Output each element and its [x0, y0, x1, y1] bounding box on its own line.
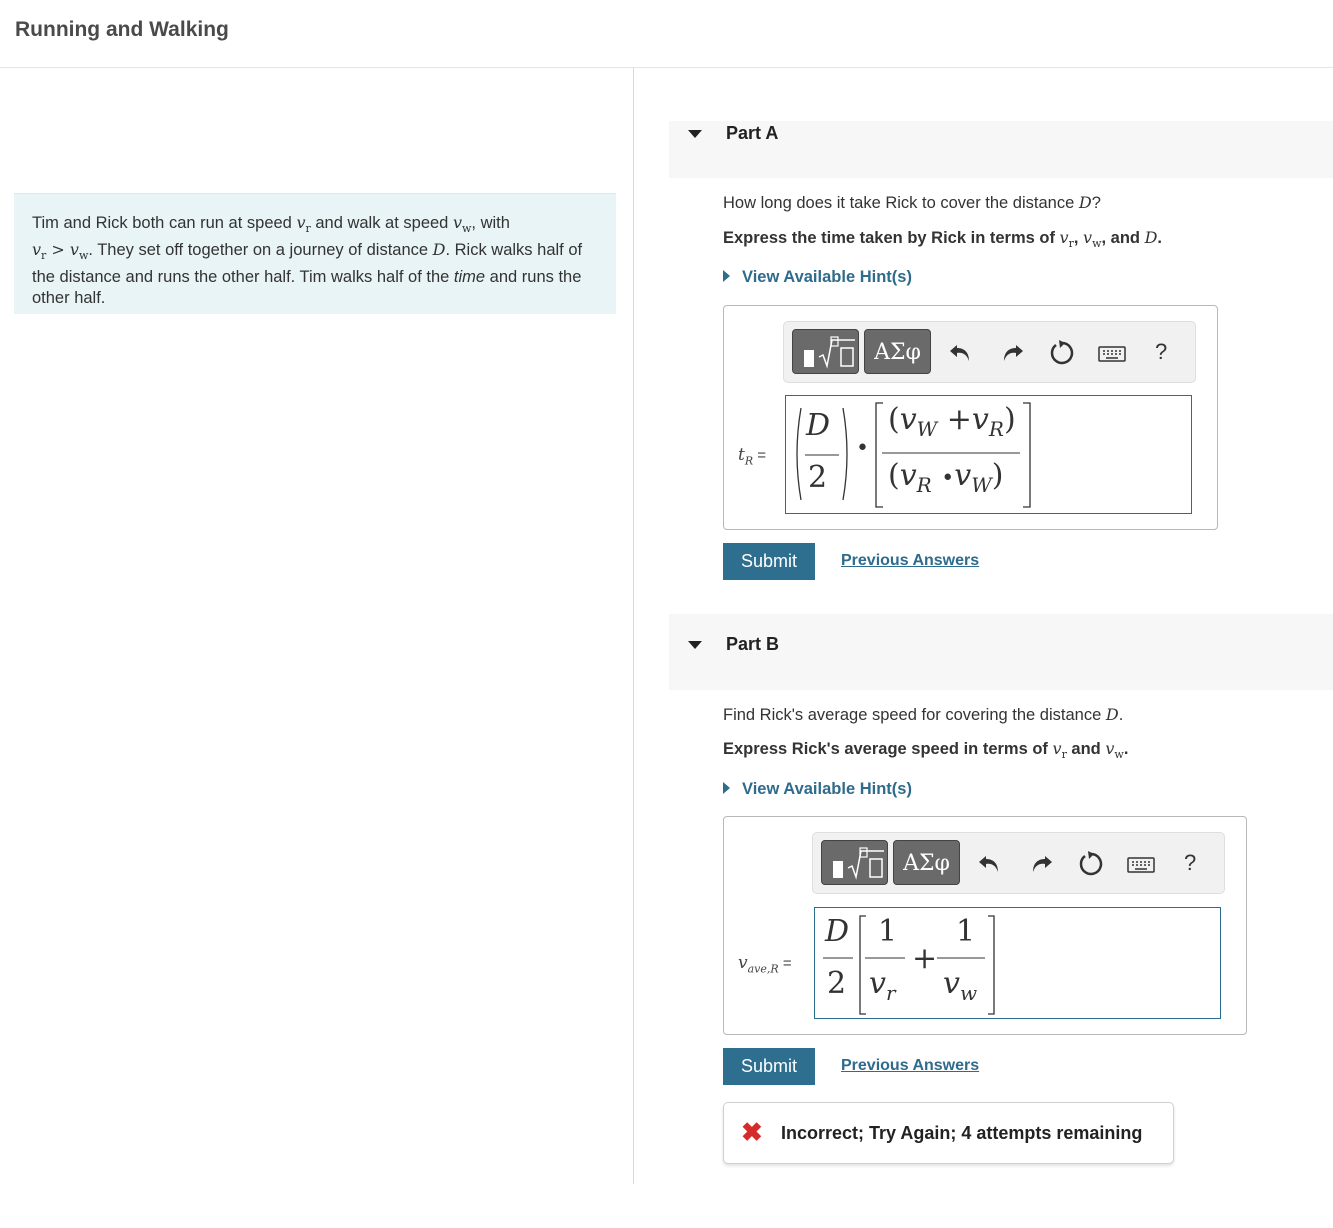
part-b-title: Part B [726, 634, 780, 654]
math-gt: > [46, 240, 70, 260]
formula-D: D [806, 408, 831, 443]
undo-icon[interactable] [976, 850, 1004, 878]
redo-icon[interactable] [1027, 850, 1055, 878]
formula-v-r: $v_r$ [869, 966, 896, 1005]
math-D: D [432, 240, 446, 260]
redo-icon[interactable] [998, 339, 1026, 367]
part-b-answer-box [723, 816, 1247, 1035]
intro-text: . Rick walks half of the distance and runs the other half. Tim walks half of the [32, 241, 583, 286]
part-b-answer-input[interactable] [814, 907, 1221, 1019]
part-a-submit-button[interactable]: Submit [723, 543, 815, 580]
formula-one: 1 [956, 914, 976, 949]
formula-D: D [825, 914, 850, 949]
part-a-answer-box [723, 305, 1218, 530]
part-b-instruction: Express Rick's average speed in terms of $v_r$ and $v_w$. [723, 739, 1129, 762]
math-vr: $v_r$ [32, 240, 47, 263]
part-b-header[interactable] [669, 614, 1333, 690]
help-icon[interactable]: ? [1184, 850, 1197, 875]
math-vr: $v_r$ [296, 213, 311, 236]
greek-icon[interactable]: ΑΣφ [893, 840, 960, 885]
part-a-lhs-label: $t_R$ = [738, 445, 767, 468]
feedback-text: Incorrect; Try Again; 4 attempts remaining [781, 1123, 1143, 1143]
part-a-title: Part A [726, 123, 779, 143]
intro-text: and runs the other half. [32, 267, 582, 308]
help-icon[interactable]: ? [1155, 339, 1168, 364]
part-a-previous-answers-link[interactable]: Previous Answers [841, 552, 980, 569]
intro-text: , with [471, 214, 510, 232]
keyboard-icon[interactable] [1097, 339, 1127, 367]
undo-icon[interactable] [947, 339, 975, 367]
feedback-message [723, 1102, 1174, 1164]
math-vw: $v_w$ [69, 240, 89, 263]
formula-two: 2 [827, 966, 847, 1001]
intro-text: . They set off together on a journey of distance [88, 241, 433, 260]
formula-one: 1 [878, 914, 898, 949]
part-a-header[interactable] [669, 121, 1333, 178]
expand-caret-icon [723, 782, 730, 794]
part-b-hint-toggle[interactable]: View Available Hint(s) [723, 780, 912, 799]
templates-icon[interactable] [792, 329, 859, 374]
intro-emphasis: time [453, 267, 486, 286]
reset-icon[interactable] [1048, 339, 1076, 367]
templates-icon[interactable] [821, 840, 888, 885]
expand-caret-icon [723, 270, 730, 282]
math-toolbar [783, 321, 1196, 383]
keyboard-icon[interactable] [1126, 850, 1156, 878]
denominator: ($v_R$ $•v_W$) [888, 458, 1004, 497]
formula-plus: + [912, 941, 938, 976]
reset-icon[interactable] [1077, 850, 1105, 878]
close-icon: ✖ [741, 1117, 763, 1147]
part-a-answer-input[interactable] [785, 395, 1192, 514]
part-b-lhs-label: $v_{ave,R}$ = [738, 953, 792, 976]
part-a-instruction: Express the time taken by Rick in terms of $v_r$, $v_w$, and D. [723, 228, 1163, 251]
part-a-question: How long does it take Rick to cover the distance D? [723, 193, 1101, 212]
problem-statement [14, 193, 616, 314]
page-header [0, 0, 1333, 68]
column-divider [633, 68, 634, 1184]
part-b-previous-answers-link[interactable]: Previous Answers [841, 1057, 980, 1074]
part-a-hint-toggle[interactable]: View Available Hint(s) [723, 268, 912, 287]
math-vw: $v_w$ [452, 213, 472, 236]
part-b-submit-button[interactable]: Submit [723, 1048, 815, 1085]
collapse-caret-icon[interactable] [688, 641, 702, 649]
intro-text: and walk at speed [310, 214, 453, 232]
greek-icon[interactable]: ΑΣφ [864, 329, 931, 374]
part-b-question: Find Rick's average speed for covering the distance D. [723, 705, 1124, 724]
math-toolbar [812, 832, 1225, 894]
formula-v-w: $v_w$ [943, 966, 978, 1005]
formula-dot: • [856, 436, 869, 461]
page-title: Running and Walking [15, 18, 229, 41]
collapse-caret-icon[interactable] [688, 130, 702, 138]
intro-text: Tim and Rick both can run at speed [32, 214, 297, 232]
formula-two: 2 [808, 460, 828, 495]
numerator: $(v_W +v_R)$ [888, 402, 1016, 441]
